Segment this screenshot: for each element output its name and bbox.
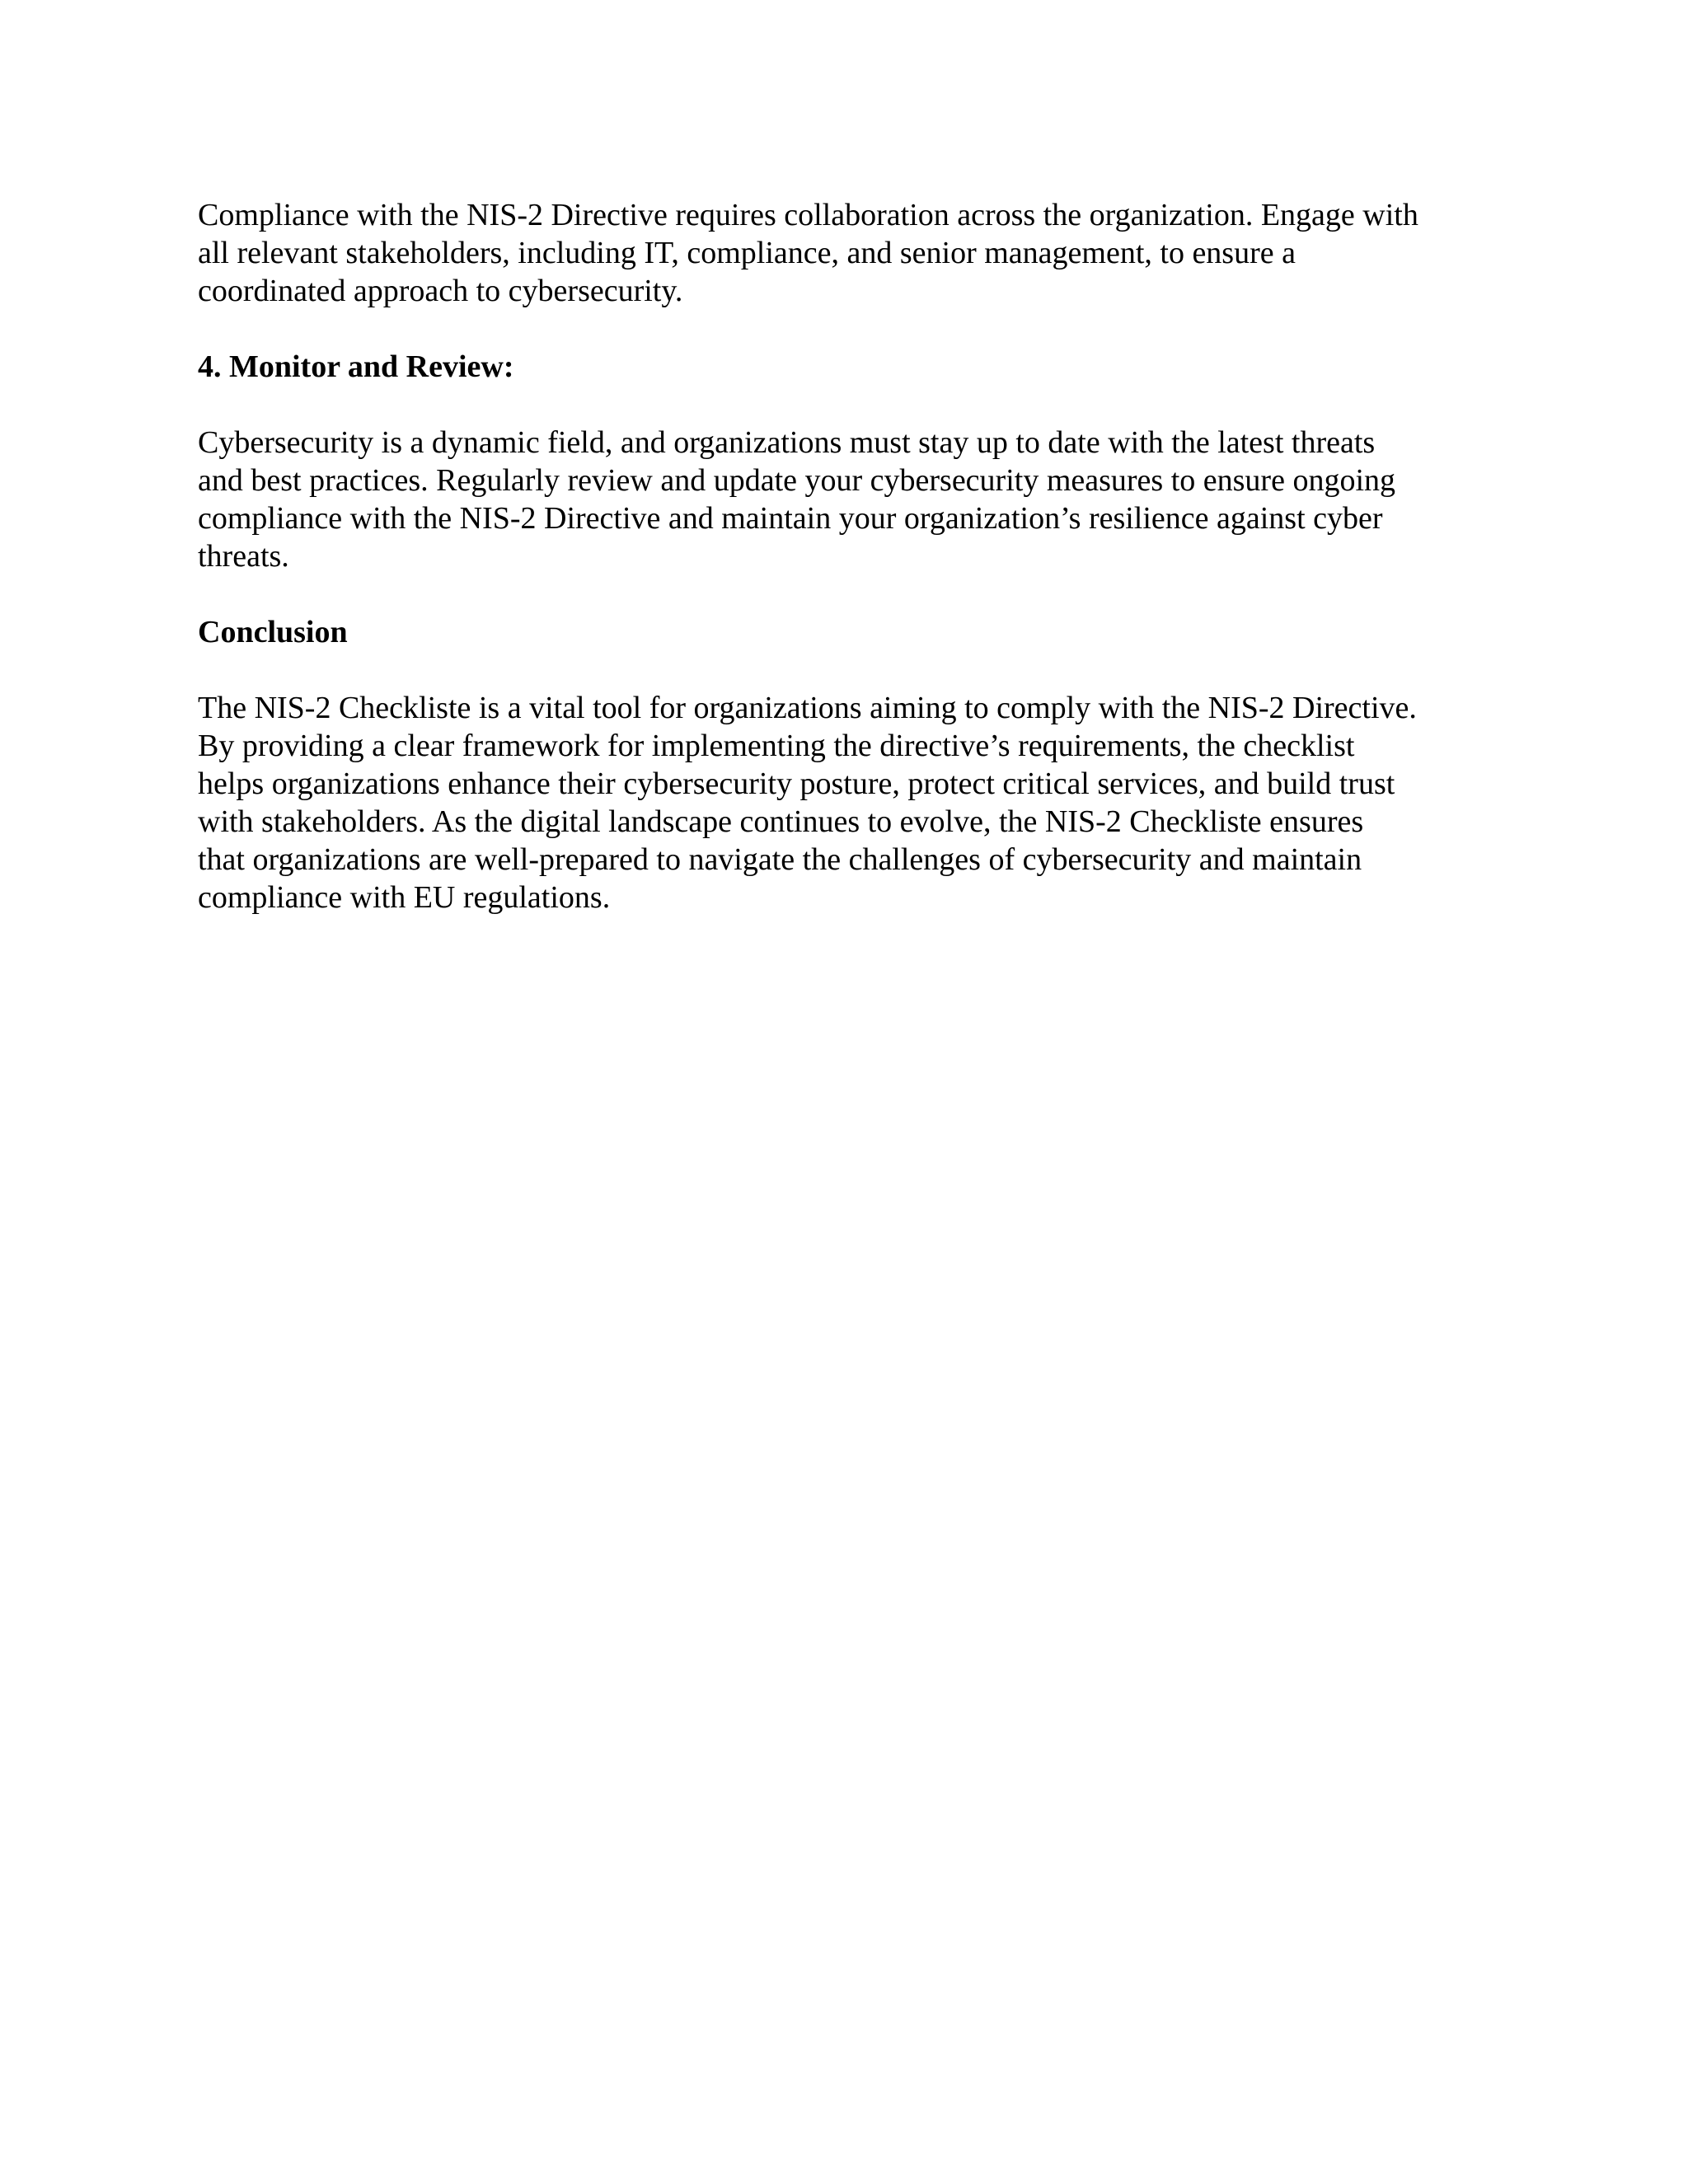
paragraph-line: and best practices. Regularly review and update your cybersecurity measures to ensure ongoing: [198, 463, 1395, 498]
paragraph-line: Compliance with the NIS-2 Directive requires collaboration across the organization. Engage with: [198, 198, 1418, 232]
section-heading-monitor-review: 4. Monitor and Review:: [198, 349, 514, 384]
paragraph-line: compliance with the NIS-2 Directive and maintain your organization’s resilience against cyber: [198, 501, 1383, 536]
paragraph-line: helps organizations enhance their cybersecurity posture, protect critical services, and build trust: [198, 766, 1395, 801]
document-body: [198, 196, 1500, 954]
paragraph-line: all relevant stakeholders, including IT, compliance, and senior management, to ensure a: [198, 236, 1296, 270]
intro-paragraph: [198, 196, 1500, 310]
conclusion-paragraph: [198, 689, 1500, 916]
paragraph-line: Cybersecurity is a dynamic field, and organizations must stay up to date with the latest threats: [198, 425, 1376, 460]
paragraph-line: threats.: [198, 539, 289, 574]
section-heading-conclusion: Conclusion: [198, 615, 348, 649]
paragraph-line: that organizations are well-prepared to navigate the challenges of cybersecurity and maintain: [198, 842, 1362, 877]
monitor-review-paragraph: [198, 424, 1500, 575]
paragraph-line: with stakeholders. As the digital landscape continues to evolve, the NIS-2 Checkliste ensures: [198, 804, 1364, 839]
paragraph-line: compliance with EU regulations.: [198, 880, 611, 915]
paragraph-line: The NIS-2 Checkliste is a vital tool for organizations aiming to comply with the NIS-2 Directive.: [198, 691, 1417, 725]
paragraph-line: By providing a clear framework for implementing the directive’s requirements, the checklist: [198, 729, 1355, 763]
paragraph-line: coordinated approach to cybersecurity.: [198, 274, 683, 308]
